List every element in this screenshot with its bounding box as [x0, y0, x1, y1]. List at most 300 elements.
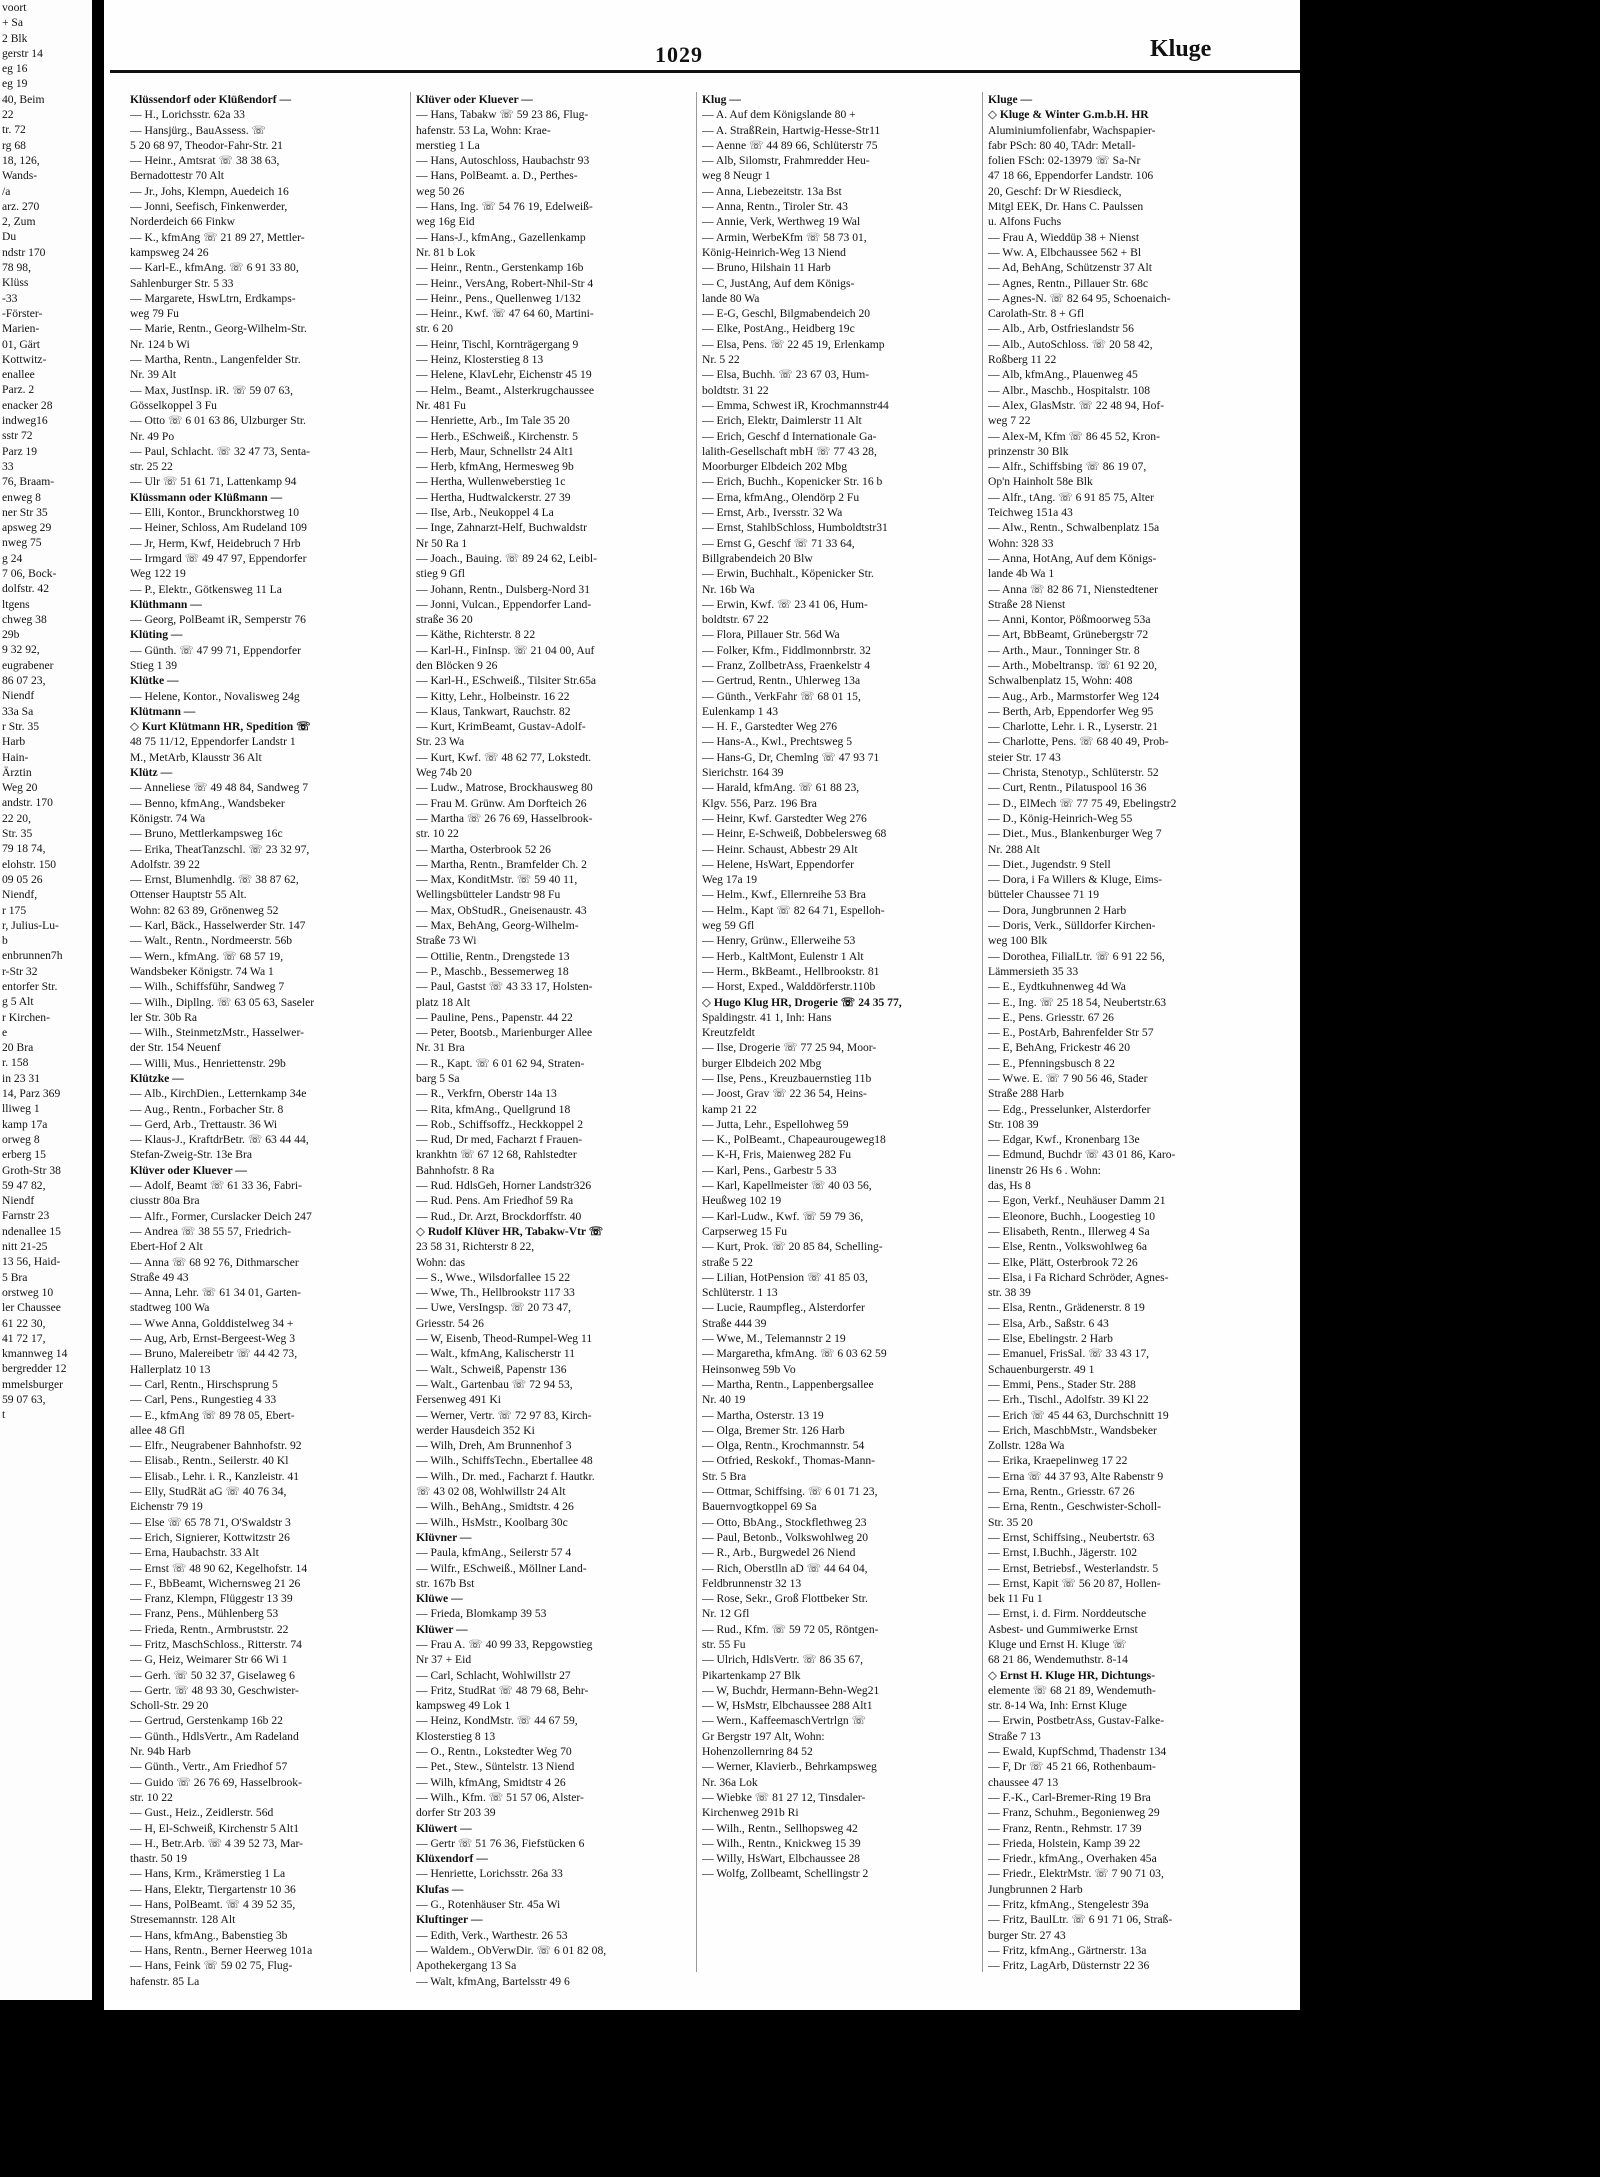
directory-entry: — Else ☏ 65 78 71, O'Swaldstr 3 — [130, 1515, 291, 1529]
directory-entry: — K-H, Fris, Maienweg 282 Fu — [702, 1148, 852, 1162]
directory-entry: — Inge, Zahnarzt-Helf, Buchwaldstr — [416, 521, 587, 535]
directory-entry: — Karl-H., FinInsp. ☏ 21 04 00, Auf — [416, 643, 595, 657]
directory-entry: Adolfstr. 39 22 — [130, 857, 200, 871]
directory-entry: — Gerh. ☏ 50 32 37, Giselaweg 6 — [130, 1668, 295, 1682]
directory-entry: Gösselkoppel 3 Fu — [130, 398, 217, 412]
directory-heading: Klüthmann — — [130, 597, 202, 611]
directory-entry: — Anna ☏ 68 92 76, Dithmarscher — [130, 1255, 299, 1269]
directory-entry: ciusstr 80a Bra — [130, 1194, 200, 1208]
previous-page-fragment: ler Chaussee — [2, 1301, 61, 1315]
directory-entry: — Ulrich, HdlsVertr. ☏ 86 35 67, — [702, 1653, 864, 1667]
directory-entry: — Max, BehAng, Georg-Wilhelm- — [416, 919, 579, 933]
directory-entry: — Albr., Maschb., Hospitalstr. 108 — [988, 383, 1150, 397]
directory-entry: — Wwe, M., Telemannstr 2 19 — [702, 1332, 846, 1346]
directory-entry: Schauenburgerstr. 49 1 — [988, 1362, 1095, 1376]
directory-entry: Str. 108 39 — [988, 1117, 1039, 1131]
directory-entry: — Martha ☏ 26 76 69, Hasselbrook- — [416, 811, 593, 825]
previous-page-edge — [0, 0, 92, 2000]
directory-entry: König-Heinrich-Weg 13 Niend — [702, 245, 846, 259]
directory-entry: — Klaus, Tankwart, Rauchstr. 82 — [416, 704, 571, 718]
directory-entry: — Art, BbBeamt, Grünebergstr 72 — [988, 628, 1149, 642]
directory-entry: Sierichstr. 164 39 — [702, 766, 784, 780]
directory-entry: — Erika, Kraepelinweg 17 22 — [988, 1454, 1128, 1468]
directory-entry: — Annie, Verk, Werthweg 19 Wal — [702, 215, 861, 229]
directory-entry: — Elfr., Neugrabener Bahnhofstr. 92 — [130, 1439, 302, 1453]
previous-page-fragment: 86 07 23, — [2, 674, 46, 688]
previous-page-fragment: orstweg 10 — [2, 1285, 54, 1299]
directory-entry: — Carl, Pens., Rungestieg 4 33 — [130, 1393, 277, 1407]
directory-entry: Klosterstieg 8 13 — [416, 1729, 496, 1743]
previous-page-fragment: Marien- — [2, 322, 40, 336]
previous-page-fragment: b — [2, 934, 8, 948]
directory-entry: — Käthe, Richterstr. 8 22 — [416, 628, 536, 642]
directory-entry: — Doris, Verk., Sülldorfer Kirchen- — [988, 919, 1156, 933]
directory-entry: — Paul, Betonb., Volkswohlweg 20 — [702, 1530, 869, 1544]
directory-entry: — Erich ☏ 45 44 63, Durchschnitt 19 — [988, 1408, 1169, 1422]
directory-entry: — Edith, Verk., Warthestr. 26 53 — [416, 1928, 568, 1942]
directory-entry: — Rose, Sekr., Groß Flottbeker Str. — [702, 1592, 868, 1606]
previous-page-fragment: 14, Parz 369 — [2, 1087, 61, 1101]
directory-entry: — Margaretha, kfmAng. ☏ 6 03 62 59 — [702, 1347, 887, 1361]
directory-entry: — Hans, Feink ☏ 59 02 75, Flug- — [130, 1959, 293, 1973]
directory-entry: — Bruno, Mettlerkampsweg 16c — [130, 827, 283, 841]
directory-entry: — W, Buchdr, Hermann-Behn-Weg21 — [702, 1683, 880, 1697]
directory-entry: — A. Auf dem Königslande 80 + — [702, 108, 856, 122]
directory-entry: str. 8-14 Wa, Inh: Ernst Kluge — [988, 1699, 1127, 1713]
directory-entry: — Kurt, Kwf. ☏ 48 62 77, Lokstedt. — [416, 750, 592, 764]
directory-entry: — Hans, PolBeamt. ☏ 4 39 52 35, — [130, 1898, 296, 1912]
directory-entry: — Hans-A., Kwl., Prechtsweg 5 — [702, 735, 853, 749]
previous-page-fragment: kamp 17a — [2, 1117, 48, 1131]
directory-entry: — Martha, Rentn., Lappenbergsallee — [702, 1377, 874, 1391]
directory-heading: Klufas — — [416, 1882, 464, 1896]
directory-entry: — W, HsMstr, Elbchaussee 288 Alt1 — [702, 1699, 873, 1713]
directory-entry: — Guido ☏ 26 76 69, Hasselbrook- — [130, 1775, 302, 1789]
directory-entry: — Emmi, Pens., Stader Str. 288 — [988, 1377, 1136, 1391]
previous-page-fragment: voort — [2, 1, 27, 14]
directory-entry: — Elsa, i Fa Richard Schröder, Agnes- — [988, 1270, 1169, 1284]
directory-entry: — Erwin, Kwf. ☏ 23 41 06, Hum- — [702, 597, 868, 611]
directory-entry: str. 6 20 — [416, 322, 454, 336]
directory-entry: kampsweg 24 26 — [130, 245, 209, 259]
header-rule — [110, 70, 1300, 73]
directory-entry: — Wern., KaffeemaschVertrlgn ☏ — [702, 1714, 867, 1728]
previous-page-fragment: t — [2, 1408, 6, 1422]
directory-entry: — D., ElMech ☏ 77 75 49, Ebelingstr2 — [988, 796, 1177, 810]
previous-page-fragment: r-Str 32 — [2, 964, 38, 978]
previous-page-fragment: 09 05 26 — [2, 872, 43, 886]
previous-page-fragment: 13 56, Haid- — [2, 1255, 61, 1269]
directory-entry: — Heinr, E-Schweiß, Dobbelersweg 68 — [702, 827, 887, 841]
directory-entry: — Anneliese ☏ 49 48 84, Sandweg 7 — [130, 781, 309, 795]
page-number: 1029 — [655, 42, 703, 67]
directory-entry: 20, Geschf: Dr W Riesdieck, — [988, 184, 1122, 198]
directory-entry: — Lucie, Raumpfleg., Alsterdorfer — [702, 1301, 865, 1315]
directory-entry: — Ewald, KupfSchmd, Thadenstr 134 — [988, 1745, 1167, 1759]
directory-entry: — Rob., Schiffsoffz., Heckkoppel 2 — [416, 1117, 584, 1131]
directory-entry: — Hans-G, Dr, Chemlng ☏ 47 93 71 — [702, 750, 880, 764]
directory-entry: Jungbrunnen 2 Harb — [988, 1882, 1083, 1896]
directory-entry: — Aug., Rentn., Forbacher Str. 8 — [130, 1102, 284, 1116]
directory-entry: — Ernst, i. d. Firm. Norddeutsche — [988, 1607, 1147, 1621]
directory-heading: Klüssmann oder Klüßmann — — [130, 490, 283, 504]
directory-page — [110, 0, 1300, 2000]
directory-entry: Op'n Hainholt 58e Blk — [988, 475, 1093, 489]
directory-entry: — Fritz, kfmAng., Stengelestr 39a — [988, 1898, 1149, 1912]
directory-entry: 48 75 11/12, Eppendorfer Landstr 1 — [130, 735, 296, 749]
previous-page-fragment: eg 19 — [2, 77, 28, 91]
directory-entry: Straße 28 Nienst — [988, 597, 1066, 611]
directory-entry: — Hans, Elektr, Tiergartenstr 10 36 — [130, 1882, 296, 1896]
directory-entry: — Hertha, Hudtwalckerstr. 27 39 — [416, 490, 571, 504]
directory-entry: Zollstr. 128a Wa — [988, 1439, 1065, 1453]
directory-heading: Klüting — — [130, 628, 183, 642]
directory-column-4 — [988, 92, 1264, 1992]
directory-entry: boldtstr. 67 22 — [702, 613, 769, 627]
previous-page-fragment: Weg 20 — [2, 781, 38, 795]
directory-entry: — Aug., Arb., Marmstorfer Weg 124 — [988, 689, 1160, 703]
directory-entry: — Erna, Haubachstr. 33 Alt — [130, 1546, 259, 1560]
directory-entry: — Egon, Verkf., Neuhäuser Damm 21 — [988, 1194, 1166, 1208]
directory-entry: — Emma, Schwest iR, Krochmannstr44 — [702, 398, 889, 412]
directory-entry: — Karl-Ludw., Kwf. ☏ 59 79 36, — [702, 1209, 864, 1223]
directory-entry: — Andrea ☏ 38 55 57, Friedrich- — [130, 1224, 291, 1238]
previous-page-fragment: gerstr 14 — [2, 46, 43, 60]
previous-page-fragment: + Sa — [2, 16, 24, 30]
directory-entry: — Pauline, Pens., Papenstr. 44 22 — [416, 1010, 573, 1024]
directory-entry: — Jutta, Lehr., Espellohweg 59 — [702, 1117, 849, 1131]
previous-page-fragment: entorfer Str. — [2, 980, 58, 993]
directory-entry: — Else, Rentn., Volkswohlweg 6a — [988, 1240, 1147, 1254]
directory-entry: — Rud. Pens. Am Friedhof 59 Ra — [416, 1194, 574, 1208]
directory-entry: weg 79 Fu — [130, 307, 179, 321]
previous-page-fragment: 5 Bra — [2, 1270, 28, 1284]
directory-entry: — Edg., Presselunker, Alsterdorfer — [988, 1102, 1151, 1116]
directory-entry: — Kurt, Prok. ☏ 20 85 84, Schelling- — [702, 1240, 883, 1254]
directory-entry: kampsweg 49 Lok 1 — [416, 1699, 511, 1713]
directory-entry: Schwalbenplatz 15, Wohn: 408 — [988, 674, 1133, 688]
directory-entry: str. 55 Fu — [702, 1637, 746, 1651]
directory-entry: — Elisabeth, Rentn., Illerweg 4 Sa — [988, 1224, 1150, 1238]
directory-entry: — Heinr., Kwf. ☏ 47 64 60, Martini- — [416, 307, 594, 321]
directory-entry: bütteler Chaussee 71 19 — [988, 888, 1100, 902]
previous-page-fragment: 20 Bra — [2, 1041, 34, 1055]
previous-page-fragment: Wands- — [2, 169, 38, 183]
directory-entry: — Erich, Signierer, Kottwitzstr 26 — [130, 1530, 290, 1544]
directory-entry: burger Elbdeich 202 Mbg — [702, 1056, 822, 1070]
directory-entry: — Gust., Heiz., Zeidlerstr. 56d — [130, 1806, 274, 1820]
directory-entry: — F.-K., Carl-Bremer-Ring 19 Bra — [988, 1790, 1151, 1804]
previous-page-fragment: 76, Braam- — [2, 475, 55, 489]
directory-entry: Nr. 481 Fu — [416, 398, 466, 412]
directory-entry: — Ilse, Drogerie ☏ 77 25 94, Moor- — [702, 1041, 877, 1055]
directory-entry: — H, El-Schweiß, Kirchenstr 5 Alt1 — [130, 1821, 300, 1835]
directory-entry: — Gertr. ☏ 48 93 30, Geschwister- — [130, 1683, 299, 1697]
previous-page-fragment: orweg 8 — [2, 1132, 40, 1146]
previous-page-fragment: -Förster- — [2, 306, 43, 320]
directory-entry: — Ilse, Arb., Neukoppel 4 La — [416, 506, 554, 520]
directory-entry: — Wern., kfmAng. ☏ 68 57 19, — [130, 949, 284, 963]
directory-heading: Kluge — — [988, 93, 1033, 106]
directory-entry: — R., Arb., Burgwedel 26 Niend — [702, 1546, 856, 1560]
previous-page-fragment: rg 68 — [2, 138, 26, 152]
directory-entry: elemente ☏ 68 21 89, Wendemuth- — [988, 1683, 1156, 1697]
directory-entry: — Hans, Krm., Krämerstieg 1 La — [130, 1867, 286, 1881]
directory-entry: — Hans, Tabakw ☏ 59 23 86, Flug- — [416, 108, 589, 122]
directory-entry: — Otto ☏ 6 01 63 86, Ulzburger Str. — [130, 414, 306, 428]
directory-entry: weg 16g Eid — [416, 215, 475, 229]
directory-entry: Straße 73 Wi — [416, 934, 477, 948]
directory-entry: — Peter, Bootsb., Marienburger Allee — [416, 1026, 593, 1040]
directory-entry: — Gertrud, Rentn., Uhlerweg 13a — [702, 674, 861, 688]
directory-entry: — Max, ObStudR., Gneisenaustr. 43 — [416, 903, 587, 917]
directory-entry: Eichenstr 79 19 — [130, 1500, 203, 1514]
previous-page-fragment: erberg 15 — [2, 1148, 46, 1162]
directory-entry: Nr 37 + Eid — [416, 1653, 472, 1667]
directory-entry: — Alfr., tAng. ☏ 6 91 85 75, Alter — [988, 490, 1154, 504]
directory-entry: — Alfr., Schiffsbing ☏ 86 19 07, — [988, 460, 1147, 474]
directory-entry: — Hans, kfmAng., Babenstieg 3b — [130, 1928, 288, 1942]
directory-entry: Moorburger Elbdeich 202 Mbg — [702, 460, 848, 474]
directory-entry: — Margarete, HswLtrn, Erdkamps- — [130, 291, 296, 305]
previous-page-fragment: kmannweg 14 — [2, 1347, 68, 1361]
directory-entry: — Henriette, Lorichsstr. 26a 33 — [416, 1867, 563, 1881]
directory-entry: dorfer Str 203 39 — [416, 1806, 496, 1820]
directory-entry: — Wilh., Schiffsführ, Sandweg 7 — [130, 980, 285, 994]
directory-entry: — Pet., Stew., Süntelstr. 13 Niend — [416, 1760, 575, 1774]
previous-page-fragment: lliweg 1 — [2, 1102, 40, 1116]
directory-entry: hafenstr. 53 La, Wohn: Krae- — [416, 123, 551, 137]
directory-entry: — Elsa, Buchh. ☏ 23 67 03, Hum- — [702, 368, 870, 382]
directory-heading: ◇ Kurt Klütmann HR, Spedition ☏ — [130, 720, 311, 734]
directory-entry: — Elly, StudRät aG ☏ 40 76 34, — [130, 1485, 287, 1499]
directory-entry: Heinsonweg 59b Vo — [702, 1362, 796, 1376]
directory-entry: Carpserweg 15 Fu — [702, 1224, 788, 1238]
directory-entry: — Willy, HsWart, Elbchaussee 28 — [702, 1852, 860, 1866]
directory-entry: — Irmgard ☏ 49 47 97, Eppendorfer — [130, 551, 307, 565]
directory-heading: Klug — — [702, 93, 741, 106]
directory-entry: lalith-Gesellschaft mbH ☏ 77 43 28, — [702, 444, 877, 458]
directory-entry: — Otto, BbAng., Stockflethweg 23 — [702, 1515, 867, 1529]
directory-entry: Str. 35 20 — [988, 1515, 1033, 1529]
directory-entry: — Arth., Mobeltransp. ☏ 61 92 20, — [988, 658, 1158, 672]
previous-page-fragment: 01, Gärt — [2, 337, 40, 351]
previous-page-fragment: 41 72 17, — [2, 1331, 46, 1345]
directory-entry: — Olga, Bremer Str. 126 Harb — [702, 1423, 845, 1437]
directory-entry: — Hans-J., kfmAng., Gazellenkamp — [416, 230, 586, 244]
directory-entry: — Helm., Kwf., Ellernreihe 53 Bra — [702, 888, 866, 902]
previous-page-fragment: 7 06, Bock- — [2, 566, 57, 580]
directory-entry: — E, BehAng, Frickestr 46 20 — [988, 1041, 1131, 1055]
directory-entry: — W, Eisenb, Theod-Rumpel-Weg 11 — [416, 1332, 593, 1346]
directory-entry: — Hans, PolBeamt. a. D., Perthes- — [416, 169, 578, 183]
directory-entry: — E., kfmAng ☏ 89 78 05, Ebert- — [130, 1408, 295, 1422]
column-divider — [410, 92, 411, 1972]
directory-entry: — Ernst, Arb., Iversstr. 32 Wa — [702, 506, 843, 520]
directory-entry: — Elke, PostAng., Heidberg 19c — [702, 322, 855, 336]
directory-entry: — Anna ☏ 82 86 71, Nienstedtener — [988, 582, 1159, 596]
directory-column-1 — [130, 92, 406, 1992]
previous-page-fragment: r Kirchen- — [2, 1010, 50, 1024]
previous-page-fragment: tr. 72 — [2, 123, 26, 137]
directory-entry: Mitgl EEK, Dr. Hans C. Paulssen — [988, 200, 1144, 214]
directory-entry: — Aenne ☏ 44 89 66, Schlüterstr 75 — [702, 138, 878, 152]
directory-entry: ☏ 43 02 08, Wohlwillstr 24 Alt — [416, 1485, 566, 1499]
directory-heading: Klüwer — — [416, 1622, 468, 1636]
directory-entry: — K., kfmAng ☏ 21 89 27, Mettler- — [130, 230, 305, 244]
directory-entry: Weg 17a 19 — [702, 873, 758, 887]
directory-entry: — Frieda, Rentn., Armbruststr. 22 — [130, 1622, 289, 1636]
directory-entry: — Herm., BkBeamt., Hellbrookstr. 81 — [702, 964, 880, 978]
directory-entry: — Charlotte, Lehr. i. R., Lyserstr. 21 — [988, 720, 1159, 734]
directory-entry: — Anna, Liebezeitstr. 13a Bst — [702, 184, 842, 198]
directory-entry: Bahnhofstr. 8 Ra — [416, 1163, 495, 1177]
directory-entry: Billgrabendeich 20 Blw — [702, 551, 813, 565]
directory-entry: — Karl, Bäck., Hasselwerder Str. 147 — [130, 919, 306, 933]
directory-entry: Roßberg 11 22 — [988, 353, 1057, 367]
directory-entry: — Elli, Kontor., Brunckhorstweg 10 — [130, 506, 300, 520]
directory-entry: Nr. 81 b Lok — [416, 245, 476, 259]
directory-entry: Eulenkamp 1 43 — [702, 704, 778, 718]
previous-page-fragment: andstr. 170 — [2, 796, 53, 810]
directory-entry: chaussee 47 13 — [988, 1775, 1059, 1789]
directory-entry: — Karl-H., ESchweiß., Tilsiter Str.65a — [416, 674, 597, 688]
directory-entry: 68 21 86, Wendemuthstr. 8-14 — [988, 1653, 1128, 1667]
directory-entry: — Heinr, Tischl, Kornträgergang 9 — [416, 337, 579, 351]
directory-entry: 5 20 68 97, Theodor-Fahr-Str. 21 — [130, 138, 283, 152]
previous-page-fragment: 22 — [2, 108, 14, 122]
directory-entry: weg 8 Neugr 1 — [702, 169, 771, 183]
directory-entry: Heußweg 102 19 — [702, 1194, 782, 1208]
directory-entry: — Frau A, Wieddüp 38 + Nienst — [988, 230, 1140, 244]
directory-entry: — Max, KonditMstr. ☏ 59 40 11, — [416, 873, 578, 887]
directory-entry: — Harald, kfmAng. ☏ 61 88 23, — [702, 781, 860, 795]
directory-entry: — Joach., Bauing. ☏ 89 24 62, Leibl- — [416, 551, 597, 565]
directory-entry: werder Hausdeich 352 Ki — [416, 1423, 535, 1437]
directory-entry: — Walt., Rentn., Nordmeerstr. 56b — [130, 934, 293, 948]
directory-entry: — Frieda, Holstein, Kamp 39 22 — [988, 1836, 1141, 1850]
directory-heading: Klüver oder Kluever — — [130, 1163, 247, 1177]
directory-entry: — Alb., Arb, Ostfrieslandstr 56 — [988, 322, 1134, 336]
directory-entry: — Kurt, KrimBeamt, Gustav-Adolf- — [416, 720, 586, 734]
previous-page-fragment: 40, Beim — [2, 92, 45, 106]
directory-entry: — Wilh., Rentn., Knickweg 15 39 — [702, 1836, 861, 1850]
directory-entry: Wohn: das — [416, 1255, 465, 1269]
directory-entry: Klgv. 556, Parz. 196 Bra — [702, 796, 817, 810]
directory-entry: — Henry, Grünw., Ellerweihe 53 — [702, 934, 856, 948]
directory-entry: Wohn: 82 63 89, Grönenweg 52 — [130, 903, 279, 917]
directory-entry: — Günth. ☏ 47 99 71, Eppendorfer — [130, 643, 301, 657]
directory-entry: — Kitty, Lehr., Holbeinstr. 16 22 — [416, 689, 570, 703]
previous-page-fragment: 18, 126, — [2, 153, 40, 167]
directory-entry: — Hans, Ing. ☏ 54 76 19, Edelweiß- — [416, 200, 593, 214]
directory-entry: Nr. 288 Alt — [988, 842, 1040, 856]
previous-page-fragment: chweg 38 — [2, 612, 47, 626]
directory-entry: — Rich, Oberstlln aD ☏ 44 64 04, — [702, 1561, 868, 1575]
previous-page-fragment: 61 22 30, — [2, 1316, 46, 1330]
directory-entry: — Herb., KaltMont, Eulenstr 1 Alt — [702, 949, 864, 963]
directory-entry: — Heinr., Pens., Quellenweg 1/132 — [416, 291, 581, 305]
directory-entry: — Joost, Grav ☏ 22 36 54, Heins- — [702, 1087, 867, 1101]
directory-entry: — Erna, Rentn., Griesstr. 67 26 — [988, 1485, 1135, 1499]
directory-entry: — Werner, Klavierb., Behrkampsweg — [702, 1760, 877, 1774]
previous-page-fragment: 78 98, — [2, 261, 31, 275]
directory-entry: Feldbrunnenstr 32 13 — [702, 1576, 802, 1590]
directory-heading: Klüxendorf — — [416, 1852, 488, 1866]
directory-entry: — H., Lorichsstr. 62a 33 — [130, 108, 245, 122]
directory-entry: — Rud., Dr. Arzt, Brockdorffstr. 40 — [416, 1209, 582, 1223]
directory-entry: — Dorothea, FilialLtr. ☏ 6 91 22 56, — [988, 949, 1165, 963]
directory-entry: Str. 23 Wa — [416, 735, 465, 749]
directory-entry: — Heiner, Schloss, Am Rudeland 109 — [130, 521, 307, 535]
directory-entry: — Flora, Pillauer Str. 56d Wa — [702, 628, 840, 642]
previous-page-fragment: bergredder 12 — [2, 1362, 67, 1376]
previous-page-fragment: dolfstr. 42 — [2, 582, 50, 596]
previous-page-fragment: r, Julius-Lu- — [2, 918, 59, 932]
previous-page-fragment: Str. 35 — [2, 827, 33, 841]
directory-entry: — Jonni, Seefisch, Finkenwerder, — [130, 200, 288, 214]
directory-entry: — D., König-Heinrich-Weg 55 — [988, 811, 1133, 825]
directory-entry: — Helm., Kapt ☏ 82 64 71, Espelloh- — [702, 903, 885, 917]
directory-entry: — Wilh., Dipllng. ☏ 63 05 63, Saseler — [130, 995, 315, 1009]
directory-entry: — Rud. HdlsGeh, Horner Landstr326 — [416, 1179, 592, 1193]
previous-page-fragment: Klüss — [2, 276, 29, 290]
previous-page-fragment: enallee — [2, 368, 35, 382]
directory-entry: — Elsa, Rentn., Grädenerstr. 8 19 — [988, 1301, 1145, 1315]
directory-entry: str. 38 39 — [988, 1286, 1031, 1300]
previous-page-fragment: Parz. 2 — [2, 383, 35, 397]
previous-page-fragment: Parz 19 — [2, 444, 38, 458]
directory-entry: Wandsbeker Königstr. 74 Wa 1 — [130, 964, 274, 978]
directory-entry: M., MetArb, Klausstr 36 Alt — [130, 750, 262, 764]
directory-entry: Str. 5 Bra — [702, 1469, 747, 1483]
directory-heading: Klütmann — — [130, 704, 196, 718]
directory-entry: — Alb, kfmAng., Plauenweg 45 — [988, 368, 1138, 382]
directory-entry: das, Hs 8 — [988, 1179, 1031, 1193]
directory-entry: — E., Pens. Griesstr. 67 26 — [988, 1010, 1114, 1024]
directory-entry: — Alb., AutoSchloss. ☏ 20 58 42, — [988, 337, 1153, 351]
directory-entry: Schlüterstr. 1 13 — [702, 1286, 778, 1300]
previous-page-fragment: nitt 21-25 — [2, 1240, 48, 1254]
directory-entry: — Herb., ESchweiß., Kirchenstr. 5 — [416, 429, 578, 443]
directory-heading: ◇ Kluge & Winter G.m.b.H. HR — [988, 108, 1149, 122]
directory-entry: hafenstr. 85 La — [130, 1974, 200, 1988]
directory-entry: — Alfr., Former, Curslacker Deich 247 — [130, 1209, 312, 1223]
scan-border-right — [1300, 0, 1600, 2177]
previous-page-fragment: Hain- — [2, 750, 29, 764]
directory-entry: — Aug, Arb, Ernst-Bergeest-Weg 3 — [130, 1332, 296, 1346]
directory-entry: — Frau A. ☏ 40 99 33, Repgowstieg — [416, 1637, 593, 1651]
directory-entry: stieg 9 Gfl — [416, 567, 465, 581]
directory-entry: Bernadottestr 70 Alt — [130, 169, 225, 183]
previous-page-fragment: 59 07 63, — [2, 1393, 46, 1407]
directory-entry: Stieg 1 39 — [130, 658, 178, 672]
directory-entry: — Ilse, Pens., Kreuzbauernstieg 11b — [702, 1072, 872, 1085]
directory-entry: Hohenzollernring 84 52 — [702, 1745, 813, 1759]
previous-page-fragment: mmelsburger — [2, 1377, 63, 1391]
directory-entry: — Gerd, Arb., Trettaustr. 36 Wi — [130, 1117, 278, 1131]
directory-entry: — Elke, Plätt, Osterbrook 72 26 — [988, 1255, 1138, 1269]
previous-page-fragment: r. 158 — [2, 1056, 29, 1070]
directory-entry: folien FSch: 02-13979 ☏ Sa-Nr — [988, 154, 1141, 168]
directory-entry: — Erna, Rentn., Geschwister-Scholl- — [988, 1500, 1161, 1514]
directory-entry: — Erh., Tischl., Adolfstr. 39 Kl 22 — [988, 1393, 1149, 1407]
directory-heading: ◇ Ernst H. Kluge HR, Dichtungs- — [988, 1668, 1156, 1682]
directory-entry: — Wilh., SteinmetzMstr., Hasselwer- — [130, 1026, 304, 1040]
running-head: Kluge — [1150, 36, 1212, 62]
directory-entry: str. 167b Bst — [416, 1576, 475, 1590]
directory-entry: — Dora, i Fa Willers & Kluge, Eims- — [988, 873, 1163, 887]
